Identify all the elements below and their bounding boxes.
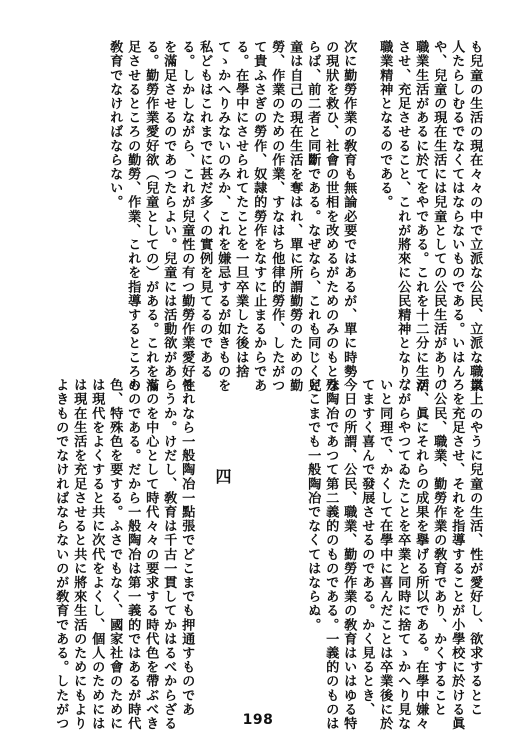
text-column: 勞、作業のための作業、すなはち他律的勞作、したがつ <box>269 40 285 393</box>
text-column: 今日の所謂、公民、職業、勤勞作業の敎育はいはゆる特 <box>341 378 357 731</box>
text-column: る。しかしながら、これが兒童性の有つ勤勞作業愛好性 <box>179 40 195 393</box>
text-column: の現狀を救ひ、社會の世相を改めるがためのみのもとな <box>323 40 339 393</box>
section-number: 四 <box>213 468 232 484</box>
text-column: 童は自己の現在生活を奪はれ、單に所謂勤勞のための勤 <box>287 40 303 393</box>
text-column: 殊陶冶であつて第二義的のものである。一義的のものは <box>323 378 339 731</box>
text-column: らうか。けだし、敎育は千古一貫してかはるべからざる <box>161 378 177 731</box>
page-number: 198 <box>242 712 274 728</box>
text-column: どこまでも一般陶冶でなくてはならぬ。 <box>305 378 321 632</box>
text-column: らば、前二者と同斷である。なぜなら、これも同じく兒 <box>305 40 321 393</box>
text-column: る。在學中にさせられてたことを一旦卒業した後は捨 <box>233 40 249 379</box>
text-column: は現在生活を充足させると共に將來生活のためにもより <box>71 378 87 731</box>
text-column: 敎育でなければならない。 <box>107 40 123 210</box>
text-column: それなら一般陶冶一點張でどこまでも押通すものであ <box>179 378 195 717</box>
text-column: ものを中心として時代々々の要求する時代色を帶ぶべき <box>143 378 159 731</box>
text-column: の公民、職業、勤勞作業の敎育であり、かくすること <box>431 378 447 717</box>
text-column: て貴ふさぎの勞作、奴隷的勞作をなすに止まるからであ <box>251 40 267 393</box>
text-column: させ、充足させること、これが將來に公民精神となり、 <box>395 40 411 393</box>
text-column: を滿足させるのであつたらよい。兒童には活動欲があ <box>161 40 177 379</box>
text-column: が、眞にそれらの成果を擧げる所以である。在學中嫌々 <box>413 378 429 731</box>
text-column: 以上のやうに兒童の生活、性が愛好し、欲求するとこ <box>467 378 483 717</box>
text-column: 人たらしむるでなくてはならないものである。いはん <box>449 40 465 379</box>
text-column: 職業精神となるのである。 <box>377 40 393 210</box>
text-column: ろを充足させ、それを指導することが小學校に於ける眞 <box>449 378 465 731</box>
text-column: てますく喜んで發展させるのである。かく見るとき、 <box>359 378 375 717</box>
text-column: 職業生活があるに於てをやである。これを十二分に生活 <box>413 40 429 393</box>
text-column: ものである。だから一般陶冶は第一義的ではあるが時代 <box>125 378 141 731</box>
text-column: よきものでなければならないのが敎育である。したがつ <box>53 378 69 731</box>
text-column: いと同理で、かくして在學中に喜んだことは卒業後に於 <box>377 378 393 731</box>
text-column: は現代をよくすると共に次代をよくし、個人のためには <box>89 378 105 731</box>
text-column: 次に勤勞作業の敎育も無論必要ではあるが、單に時勢 <box>341 40 357 379</box>
text-column: や、兒童の現在生活には兒童としての公民生活があり、 <box>431 40 447 393</box>
text-column: 私どもはこれまでに甚だ多くの實例を見てるのである <box>197 40 213 379</box>
text-column: も兒童の生活の現在々々の中で立派な公民、立派な職業 <box>467 40 483 393</box>
text-column: 色、特殊色を要する。ふさでもなく、國家社會のために <box>107 378 123 731</box>
text-column: 足させるところの勤勞、作業、これを指導するところの <box>125 40 141 393</box>
text-column: る。勤勞作業愛好欲（兒童としての）がある。これを滿 <box>143 40 159 393</box>
text-column: ながらやつてゐたことを卒業と同時に捨てゝかへり見な <box>395 378 411 731</box>
text-column: てゝかへりみないのみか、これを嫌忌するが如きものを <box>215 40 231 393</box>
